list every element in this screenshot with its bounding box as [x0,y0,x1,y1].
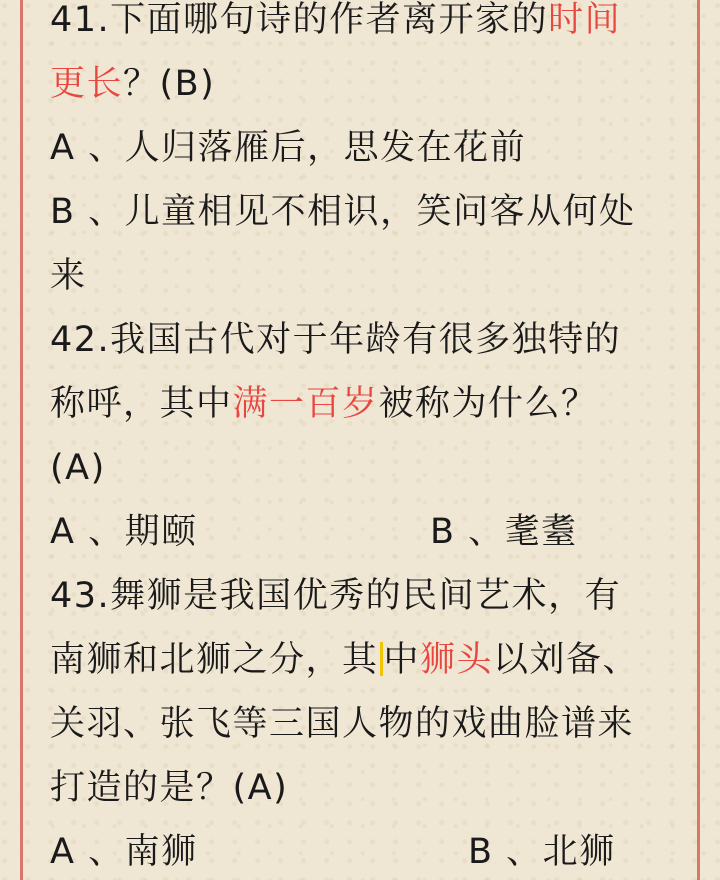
q42-line1 [50,316,621,364]
q41-option-a-text: A 、人归落雁后，思发在花前 [50,128,527,168]
q42-text-post: 被称为什么？ [378,384,598,424]
q43-options [50,828,690,876]
left-border-line [20,0,23,880]
right-border-line [697,0,700,880]
q42-line2 [50,380,598,428]
q41-answer: ？(B) [123,64,216,104]
q41-option-b [50,188,636,236]
q43-option-b: B 、北狮 [468,832,616,872]
q41-line1 [50,0,621,44]
q41-option-b-text-cont: 来 [50,256,87,296]
text-cursor [380,642,383,676]
q41-option-a [50,124,526,172]
q43-option-a: A 、南狮 [50,832,198,872]
q42-option-a: A 、期颐 [50,512,198,552]
q42-options [50,508,690,556]
q42-answer [50,444,106,492]
q42-highlight: 满一百岁 [232,384,379,424]
q41-option-b-text: B 、儿童相见不相识，笑问客从何处 [50,192,636,232]
q42-option-b: B 、耄耋 [430,512,578,552]
q41-line2 [50,60,215,108]
q43-line1 [50,572,621,620]
q43-highlight: 狮头 [420,640,494,680]
q43-line3 [50,700,634,748]
q43-text-cont: 关羽、张飞等三国人物的戏曲脸谱来 [50,704,635,744]
q43-text: 43.舞狮是我国优秀的民间艺术，有 [50,576,622,616]
q43-text-mid: 中 [383,640,421,680]
q43-answer: 打造的是？(A) [50,768,289,808]
q43-text-pre: 南狮和北狮之分，其 [50,640,379,680]
q41-option-b-cont [50,252,87,300]
q42-text-pre: 称呼，其中 [50,384,233,424]
q41-highlight-2: 更长 [50,64,124,104]
q43-text-post: 以刘备、 [493,640,640,680]
q41-highlight-1: 时间 [548,0,622,40]
q41-text: 41.下面哪句诗的作者离开家的 [50,0,549,40]
q42-text: 42.我国古代对于年龄有很多独特的 [50,320,622,360]
q42-answer-text: (A) [50,448,106,488]
q43-line2 [50,636,639,684]
q43-line4 [50,764,288,812]
